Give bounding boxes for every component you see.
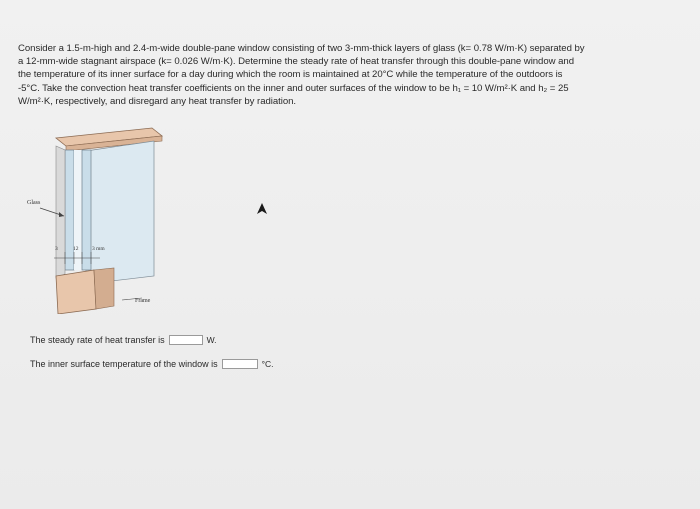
mouse-cursor-icon	[256, 202, 268, 216]
unit-label: W.	[206, 335, 217, 345]
glass-label: Glass	[27, 200, 41, 206]
unit-label: °C.	[261, 359, 274, 369]
problem-statement	[18, 42, 668, 108]
glass-pane-outer	[82, 150, 91, 270]
air-gap	[74, 150, 82, 270]
heat-transfer-input[interactable]	[169, 335, 203, 345]
frame-label: Frame	[135, 298, 151, 304]
inner-temperature-input[interactable]	[222, 359, 258, 369]
glass-back-pane	[86, 141, 154, 284]
dim-label-3mm: 3 mm	[92, 246, 105, 252]
dim-label-3: 3	[55, 246, 58, 252]
question-heat-transfer	[30, 334, 217, 346]
question-text: The steady rate of heat transfer is	[30, 335, 165, 345]
dim-label-12: 12	[73, 246, 79, 252]
problem-line: Consider a 1.5-m-high and 2.4-m-wide double-pane window consisting of two 3-mm-thick layers of glass (k= 0.78 W/m·K) separated by	[18, 43, 585, 54]
problem-line: W/m²·K, respectively, and disregard any heat transfer by radiation.	[18, 95, 297, 107]
bottom-frame	[56, 270, 96, 314]
question-inner-temp	[30, 358, 274, 370]
window-figure	[24, 124, 174, 314]
glass-pane-inner	[65, 150, 74, 270]
problem-line: -5°C. Take the convection heat transfer coefficients on the inner and outer surfaces of the window to be h₁ = 10 W/m²·K and h₂ = 25	[18, 82, 569, 94]
question-text: The inner surface temperature of the window is	[30, 359, 218, 369]
problem-line: the temperature of its inner surface for a day during which the room is maintained at 20°C while the temperature of the outdoors is	[18, 69, 563, 81]
problem-line: a 12-mm-wide stagnant airspace (k= 0.026 W/m·K). Determine the steady rate of heat transfer through this double-pane window and	[18, 56, 574, 68]
